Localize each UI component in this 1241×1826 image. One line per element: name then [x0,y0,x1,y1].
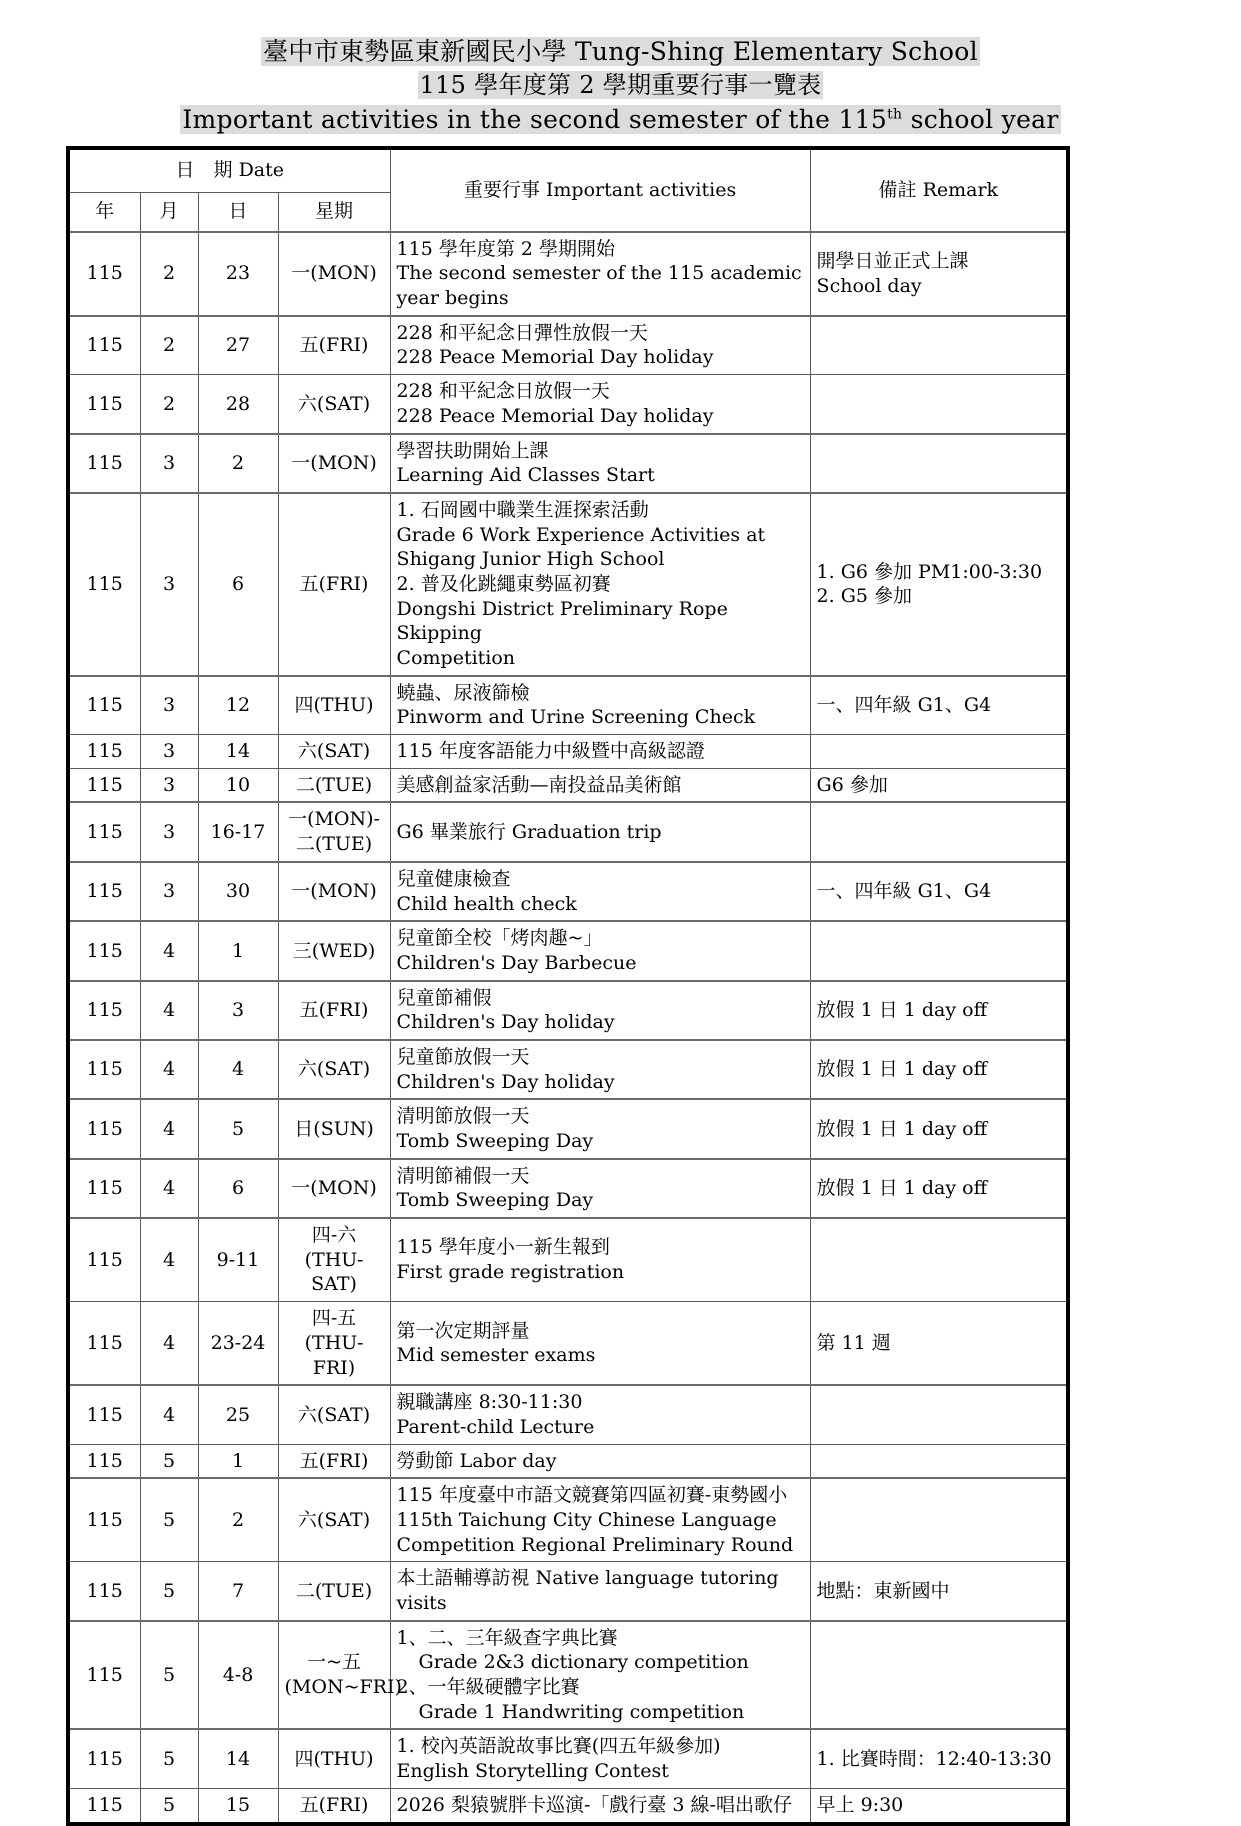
cell-remark [810,802,1068,861]
cell-activity-line: Child health check [396,892,577,915]
cell-activity-line: 第一次定期評量 [396,1319,530,1342]
cell-remark-line: 2. G5 參加 [816,585,913,608]
header-weekday: 星期 [278,192,390,232]
activities-table [66,146,1070,1826]
cell-weekday-line: 二(TUE) [295,1579,373,1602]
cell-year: 115 [68,1621,140,1730]
cell-remark [810,921,1068,980]
cell-activity-line: 清明節補假一天 [396,1164,530,1187]
cell-activity [390,768,810,802]
cell-activity-line: 清明節放假一天 [396,1105,530,1128]
table-row [68,1159,1068,1218]
cell-month: 5 [140,1562,198,1621]
cell-weekday-line: 五(FRI) [299,572,369,595]
cell-month: 3 [140,434,198,493]
cell-weekday-line: 一~五 [307,1651,361,1674]
cell-year: 115 [68,375,140,434]
cell-activity [390,1444,810,1478]
cell-day: 25 [198,1385,278,1444]
table-row [68,802,1068,861]
cell-activity-line: Tomb Sweeping Day [396,1189,594,1212]
cell-remark [810,1444,1068,1478]
cell-day: 16-17 [198,802,278,861]
cell-weekday-line: 六(SAT) [297,1508,371,1531]
cell-weekday-line: 六(SAT) [297,1403,371,1426]
cell-remark-line: 一、四年級 G1、G4 [816,880,992,903]
cell-year: 115 [68,921,140,980]
cell-activity-line: Grade 2&3 dictionary competition [418,1651,749,1674]
cell-day: 14 [198,735,278,769]
cell-remark [810,1099,1068,1158]
cell-remark [810,434,1068,493]
cell-weekday-line: (THU-FRI) [304,1331,364,1379]
cell-month: 4 [140,921,198,980]
cell-day: 7 [198,1562,278,1621]
cell-activity [390,1159,810,1218]
cell-weekday [278,676,390,735]
cell-day: 5 [198,1099,278,1158]
header-month: 月 [140,192,198,232]
table-header [68,148,1068,232]
cell-remark [810,1218,1068,1302]
table-row [68,1218,1068,1302]
cell-activity [390,1621,810,1730]
document-title-block [66,36,1175,136]
cell-activity-line: 228 Peace Memorial Day holiday [396,404,714,427]
cell-remark-line: 一、四年級 G1、G4 [816,694,992,717]
cell-day: 2 [198,1478,278,1562]
cell-month: 5 [140,1729,198,1788]
cell-activity-line: 2. 普及化跳繩東勢區初賽 [396,572,611,595]
cell-activity-line: 2026 梨猿號胖卡巡演-「戲行臺 3 線-唱出歌仔 [396,1793,792,1816]
cell-activity-line: 兒童節全校「烤肉趣~」 [396,927,603,950]
cell-activity-line: 2、一年級硬體字比賽 [396,1676,580,1699]
cell-month: 3 [140,768,198,802]
table-row [68,735,1068,769]
cell-day: 15 [198,1788,278,1823]
cell-remark [810,232,1068,316]
title-line-english [66,104,1175,136]
cell-remark [810,1302,1068,1386]
title-line-semester [66,70,1175,101]
cell-activity [390,1099,810,1158]
cell-month: 4 [140,1385,198,1444]
cell-month: 3 [140,676,198,735]
table-row [68,434,1068,493]
cell-year: 115 [68,735,140,769]
cell-weekday [278,735,390,769]
cell-remark [810,768,1068,802]
cell-month: 4 [140,1099,198,1158]
cell-weekday-line: 一(MON) [291,451,377,474]
cell-activity [390,1729,810,1788]
title-line-3-superscript: th [887,106,903,123]
cell-remark [810,1788,1068,1823]
cell-activity [390,1562,810,1621]
cell-year: 115 [68,1562,140,1621]
header-date-group: 日 期 Date [68,148,390,193]
title-line-3-post: school year [902,104,1059,134]
cell-year: 115 [68,1444,140,1478]
cell-activity [390,1302,810,1386]
header-day: 日 [198,192,278,232]
cell-year: 115 [68,676,140,735]
cell-month: 3 [140,735,198,769]
cell-activity [390,735,810,769]
table-row [68,1621,1068,1730]
cell-activity-line: 學習扶助開始上課 [396,439,549,462]
cell-year: 115 [68,802,140,861]
cell-weekday-line: 一(MON) [291,262,377,285]
table-row [68,981,1068,1040]
cell-weekday-line: (THU-SAT) [304,1248,364,1296]
cell-remark [810,981,1068,1040]
cell-year: 115 [68,1040,140,1099]
cell-day: 3 [198,981,278,1040]
cell-weekday-line: 四(THU) [294,694,374,717]
title-line-chinese-school [66,36,1175,68]
cell-weekday [278,232,390,316]
cell-month: 5 [140,1621,198,1730]
cell-activity-line: 115th Taichung City Chinese Language [396,1508,777,1531]
cell-activity-line: Grade 1 Handwriting competition [418,1700,745,1723]
cell-activity-line: 1. 校內英語說故事比賽(四五年級參加) [396,1735,721,1758]
cell-activity-line: 228 Peace Memorial Day holiday [396,346,714,369]
cell-remark [810,1385,1068,1444]
cell-activity [390,493,810,676]
cell-year: 115 [68,862,140,921]
cell-activity [390,676,810,735]
cell-year: 115 [68,1302,140,1386]
cell-activity [390,981,810,1040]
cell-remark-line: 1. 比賽時間：12:40-13:30 [816,1747,1052,1770]
cell-weekday-line: 六(SAT) [297,1058,371,1081]
table-row [68,493,1068,676]
table-row [68,676,1068,735]
cell-weekday [278,1444,390,1478]
cell-weekday [278,1302,390,1386]
table-row [68,1562,1068,1621]
cell-weekday-line: 四-五 [311,1307,357,1330]
cell-activity [390,232,810,316]
cell-month: 2 [140,375,198,434]
table-row [68,1099,1068,1158]
cell-activity-line: First grade registration [396,1261,625,1284]
cell-weekday [278,1562,390,1621]
cell-weekday-line: 五(FRI) [299,1793,369,1816]
cell-activity [390,316,810,375]
cell-remark [810,676,1068,735]
cell-remark-line: 放假 1 日 1 day off [816,1177,988,1200]
cell-activity-line: 親職講座 8:30-11:30 [396,1391,583,1414]
cell-activity-line: Pinworm and Urine Screening Check [396,706,756,729]
cell-month: 5 [140,1444,198,1478]
cell-activity-line: 228 和平紀念日彈性放假一天 [396,321,648,344]
cell-activity-line: visits [396,1592,447,1615]
cell-weekday [278,434,390,493]
cell-activity [390,1385,810,1444]
table-row [68,1302,1068,1386]
cell-weekday-line: 四-六 [311,1224,357,1247]
cell-month: 3 [140,493,198,676]
cell-weekday-line: 一(MON) [291,880,377,903]
cell-weekday [278,862,390,921]
cell-month: 4 [140,981,198,1040]
cell-remark-line: 1. G6 參加 PM1:00-3:30 [816,560,1043,583]
cell-weekday [278,1040,390,1099]
cell-activity-line: Children's Day holiday [396,1011,615,1034]
cell-weekday-line: 四(THU) [294,1747,374,1770]
cell-remark [810,1040,1068,1099]
cell-weekday [278,1385,390,1444]
cell-remark-line: G6 參加 [816,773,888,796]
cell-remark-line: 放假 1 日 1 day off [816,998,988,1021]
cell-activity-line: Parent-child Lecture [396,1415,595,1438]
cell-year: 115 [68,1729,140,1788]
cell-year: 115 [68,768,140,802]
cell-weekday [278,981,390,1040]
cell-remark [810,1621,1068,1730]
cell-year: 115 [68,434,140,493]
cell-weekday-line: 三(WED) [292,939,376,962]
cell-remark-line: School day [816,274,922,297]
cell-activity [390,375,810,434]
cell-day: 9-11 [198,1218,278,1302]
cell-activity-line: G6 畢業旅行 Graduation trip [396,820,662,843]
cell-year: 115 [68,1099,140,1158]
cell-activity-line: Dongshi District Preliminary Rope Skipping [396,597,734,645]
cell-weekday [278,802,390,861]
cell-activity-line: 蟯蟲、尿液篩檢 [396,681,530,704]
cell-activity-line: 兒童健康檢查 [396,867,511,890]
cell-weekday [278,1218,390,1302]
cell-month: 2 [140,232,198,316]
header-remark: 備註 Remark [810,148,1068,232]
cell-weekday-line: 五(FRI) [299,334,369,357]
cell-remark [810,1729,1068,1788]
cell-activity [390,1040,810,1099]
cell-remark-line: 早上 9:30 [816,1793,904,1816]
cell-month: 5 [140,1788,198,1823]
title-line-3-pre: Important activities in the second semester of the 115 [182,104,888,134]
cell-activity [390,434,810,493]
cell-remark [810,1159,1068,1218]
cell-activity-line: 115 學年度小一新生報到 [396,1236,610,1259]
cell-activity [390,1478,810,1562]
cell-activity-line: Learning Aid Classes Start [396,464,655,487]
cell-day: 1 [198,1444,278,1478]
cell-day: 30 [198,862,278,921]
cell-month: 3 [140,802,198,861]
cell-activity-line: Shigang Junior High School [396,548,665,571]
table-row [68,862,1068,921]
cell-year: 115 [68,1385,140,1444]
title-line-1-text: 臺中市東勢區東新國民小學 Tung-Shing Elementary School [263,37,978,66]
table-body [68,232,1068,1824]
cell-activity [390,1788,810,1823]
cell-activity-line: 115 年度客語能力中級暨中高級認證 [396,740,705,763]
cell-month: 4 [140,1218,198,1302]
cell-month: 3 [140,862,198,921]
cell-month: 2 [140,316,198,375]
cell-month: 4 [140,1302,198,1386]
cell-day: 4 [198,1040,278,1099]
cell-activity-line: 115 年度臺中市語文競賽第四區初賽-東勢國小 [396,1484,788,1507]
cell-month: 4 [140,1159,198,1218]
cell-day: 6 [198,1159,278,1218]
cell-weekday [278,1729,390,1788]
cell-month: 4 [140,1040,198,1099]
cell-day: 23-24 [198,1302,278,1386]
cell-weekday-line: 五(FRI) [299,1449,369,1472]
cell-remark [810,1562,1068,1621]
cell-day: 14 [198,1729,278,1788]
cell-activity [390,802,810,861]
table-row [68,232,1068,316]
cell-remark [810,316,1068,375]
cell-weekday-line: 二(TUE) [295,773,373,796]
cell-activity-line: 228 和平紀念日放假一天 [396,380,610,403]
cell-month: 5 [140,1478,198,1562]
table-row [68,1040,1068,1099]
cell-activity-line: English Storytelling Contest [396,1760,669,1783]
cell-weekday-line: 五(FRI) [299,998,369,1021]
table-row [68,1444,1068,1478]
cell-year: 115 [68,493,140,676]
table-row [68,768,1068,802]
cell-activity-line: 1、二、三年級查字典比賽 [396,1626,618,1649]
title-line-2-text: 115 學年度第 2 學期重要行事一覽表 [419,71,822,99]
cell-weekday-line: 六(SAT) [297,740,371,763]
cell-activity-line: year begins [396,287,509,310]
cell-day: 4-8 [198,1621,278,1730]
cell-activity-line: Tomb Sweeping Day [396,1130,594,1153]
cell-weekday [278,1788,390,1823]
cell-activity-line: Competition Regional Preliminary Round [396,1533,794,1556]
cell-day: 27 [198,316,278,375]
table-row [68,921,1068,980]
cell-activity-line: Mid semester exams [396,1344,596,1367]
cell-activity-line: Children's Day Barbecue [396,951,637,974]
cell-activity-line: 美感創益家活動—南投益品美術館 [396,773,682,796]
cell-activity-line: 本土語輔導訪視 Native language tutoring [396,1567,779,1590]
cell-remark [810,862,1068,921]
cell-remark-line: 開學日並正式上課 [816,250,969,273]
cell-year: 115 [68,232,140,316]
cell-year: 115 [68,1218,140,1302]
cell-weekday-line: 一(MON) [291,1177,377,1200]
cell-activity [390,1218,810,1302]
cell-weekday [278,1159,390,1218]
table-row [68,1729,1068,1788]
cell-day: 12 [198,676,278,735]
cell-remark [810,375,1068,434]
cell-weekday [278,316,390,375]
cell-year: 115 [68,1478,140,1562]
cell-day: 23 [198,232,278,316]
cell-day: 28 [198,375,278,434]
cell-day: 10 [198,768,278,802]
cell-activity [390,862,810,921]
cell-remark-line: 地點：東新國中 [816,1579,950,1602]
cell-remark-line: 第 11 週 [816,1331,891,1354]
cell-activity-line: The second semester of the 115 academic [396,262,802,285]
header-activities: 重要行事 Important activities [390,148,810,232]
cell-activity-line: Grade 6 Work Experience Activities at [396,523,766,546]
cell-weekday-line: 日(SUN) [294,1117,374,1140]
cell-weekday [278,1478,390,1562]
cell-weekday-line: 六(SAT) [297,392,371,415]
cell-year: 115 [68,1159,140,1218]
cell-activity-line: 1. 石岡國中職業生涯探索活動 [396,498,649,521]
cell-activity-line: Children's Day holiday [396,1070,615,1093]
cell-activity-line: 115 學年度第 2 學期開始 [396,237,616,260]
cell-weekday [278,493,390,676]
cell-remark-line: 放假 1 日 1 day off [816,1117,988,1140]
cell-remark-line: 放假 1 日 1 day off [816,1058,988,1081]
cell-remark [810,1478,1068,1562]
cell-activity-line: 兒童節補假 [396,986,492,1009]
cell-weekday-line: 一(MON)- [288,808,380,831]
cell-day: 6 [198,493,278,676]
header-year: 年 [68,192,140,232]
table-header-group-row [68,148,1068,193]
cell-day: 1 [198,921,278,980]
cell-weekday [278,375,390,434]
cell-activity-line: 兒童節放假一天 [396,1045,530,1068]
cell-remark [810,735,1068,769]
cell-year: 115 [68,981,140,1040]
cell-weekday [278,921,390,980]
table-row [68,375,1068,434]
cell-weekday [278,1099,390,1158]
table-row [68,316,1068,375]
cell-activity-line: Competition [396,647,516,670]
cell-year: 115 [68,316,140,375]
cell-year: 115 [68,1788,140,1823]
cell-weekday [278,1621,402,1730]
table-row [68,1478,1068,1562]
cell-weekday-line: (MON~FRI) [284,1676,402,1699]
cell-activity [390,921,810,980]
cell-weekday-line: 二(TUE) [295,833,373,856]
cell-weekday [278,768,390,802]
table-row [68,1788,1068,1823]
cell-remark [810,493,1068,676]
cell-activity-line: 勞動節 Labor day [396,1449,557,1472]
cell-day: 2 [198,434,278,493]
table-row [68,1385,1068,1444]
